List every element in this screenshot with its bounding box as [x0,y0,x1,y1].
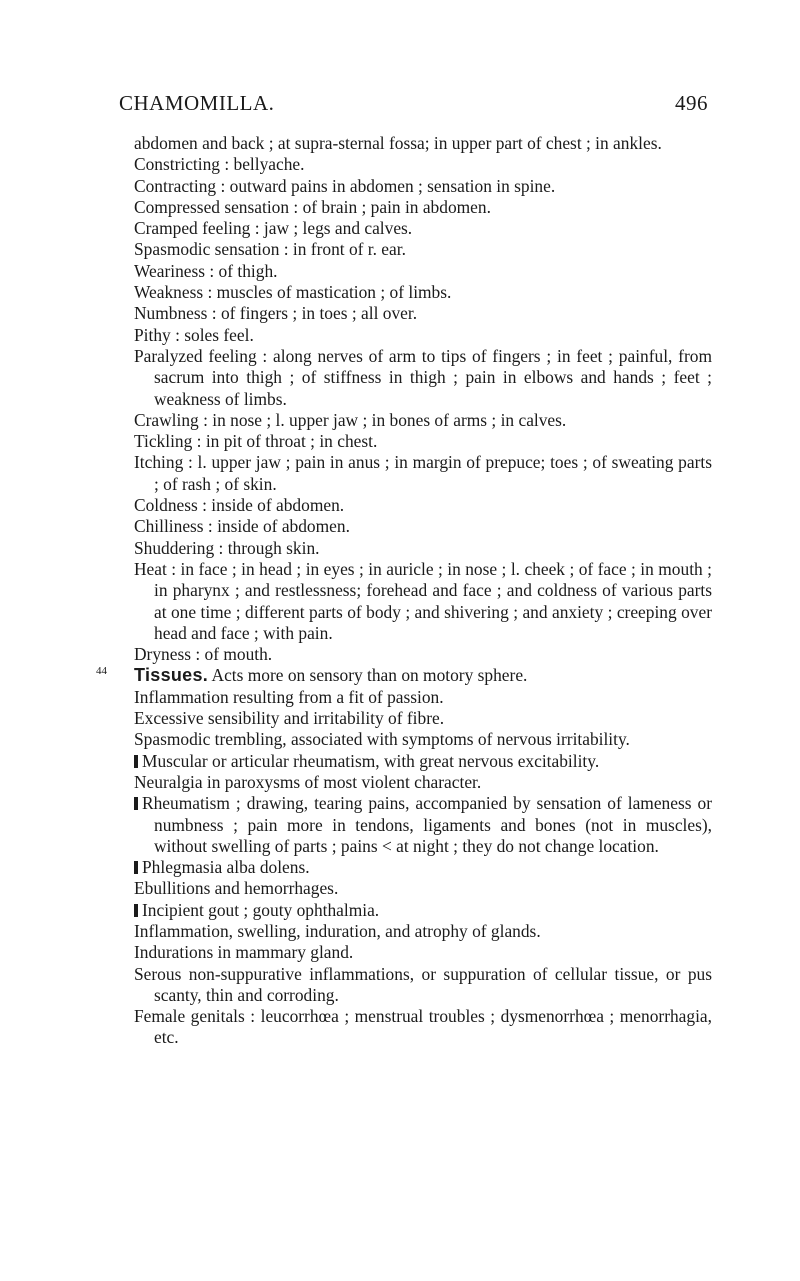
tissue-entry: Ebullitions and hemorrhages. [134,878,339,899]
emphasis-bar-icon [134,755,138,768]
tissue-entry-text: Muscular or articular rheumatism, with great nervous excitability. [142,750,600,771]
symptom-entry: Itching : l. upper jaw ; pain in anus ; in margin of prepuce; toes ; of sweating parts ; of rash ; of skin. [134,452,712,494]
tissue-entry: Serous non-suppurative inflammations, or suppuration of cellular tissue, or pus scanty, thin and corroding. [134,963,712,1005]
tissue-entry: Female genitals : leucorrhœa ; menstrual troubles ; dysmenorrhœa ; menorrhagia, etc. [134,1006,712,1048]
symptom-entry: Compressed sensation : of brain ; pain in abdomen. [134,196,491,217]
tissue-entry-text: Rheumatism ; drawing, tearing pains, accompanied by sensation of lameness or numbness ; pain more in tendons, ligaments and bones (not in muscles), without swelling of parts ; pains < at night ; they do not change location. [142,793,712,856]
tissues-heading-line: 44 Tissues. Acts more on sensory than on motory sphere. [96,665,528,686]
symptom-entry: Weakness : muscles of mastication ; of limbs. [134,282,452,303]
symptom-entry: Contracting : outward pains in abdomen ; sensation in spine. [134,175,556,196]
symptom-entry: abdomen and back ; at supra-sternal fossa; in upper part of chest ; in ankles. [134,133,662,153]
symptom-entry: Paralyzed feeling : along nerves of arm to tips of fingers ; in feet ; painful, from sacrum into thigh ; of stiffness in thigh ; pain in elbows and hands ; feet ; weakness of limbs. [134,345,712,409]
symptom-entry: Dryness : of mouth. [134,644,273,665]
tissue-entry-marked [134,793,712,857]
tissue-entry: Inflammation, swelling, induration, and atrophy of glands. [134,920,541,941]
symptom-entry: Pithy : soles feel. [134,324,254,345]
tissue-entry-marked [134,900,712,921]
running-header [119,91,708,121]
tissue-entry: Excessive sensibility and irritability of fibre. [134,708,445,729]
emphasis-bar-icon [134,797,138,810]
symptom-entry: Chilliness : inside of abdomen. [134,516,350,537]
symptom-entry: Weariness : of thigh. [134,260,278,281]
page-body [96,133,712,1049]
emphasis-bar-icon [134,904,138,917]
tissue-entry: Neuralgia in paroxysms of most violent character. [134,771,482,792]
symptom-entry: Spasmodic sensation : in front of r. ear. [134,239,406,260]
symptom-entry: Cramped feeling : jaw ; legs and calves. [134,218,413,239]
page-number: 496 [675,91,708,115]
symptom-entry: Constricting : bellyache. [134,154,305,175]
symptom-entry: Shuddering : through skin. [134,537,320,558]
tissue-entry: Inflammation resulting from a fit of passion. [134,686,444,707]
symptom-entry: Numbness : of fingers ; in toes ; all over. [134,303,418,324]
section-heading: Tissues. [134,665,209,686]
tissue-entry: Spasmodic trembling, associated with symptoms of nervous irritability. [134,729,630,750]
tissue-entry: Indurations in mammary gland. [134,942,354,963]
symptom-entry: Crawling : in nose ; l. upper jaw ; in bones of arms ; in calves. [134,409,567,430]
symptom-entry: Heat : in face ; in head ; in eyes ; in auricle ; in nose ; l. cheek ; of face ; in mouth ; in pharynx ; and restlessness; forehead and face ; and coldness of various parts at one time ; different parts of body ; and shivering ; and anxiety ; creeping over head and face ; with pain. [134,558,712,643]
tissue-entry-marked [134,751,712,772]
tissues-section [96,665,712,686]
tissue-entry-text: Incipient gout ; gouty ophthalmia. [142,899,380,920]
section-intro: Acts more on sensory than on motory sphere. [208,665,528,686]
running-title: CHAMOMILLA. [119,91,275,115]
tissue-entry-marked [134,857,712,878]
emphasis-bar-icon [134,861,138,874]
symptom-entry: Coldness : inside of abdomen. [134,495,345,516]
tissue-entry-text: Phlegmasia alba dolens. [142,857,310,878]
symptom-entry: Tickling : in pit of throat ; in chest. [134,431,378,452]
